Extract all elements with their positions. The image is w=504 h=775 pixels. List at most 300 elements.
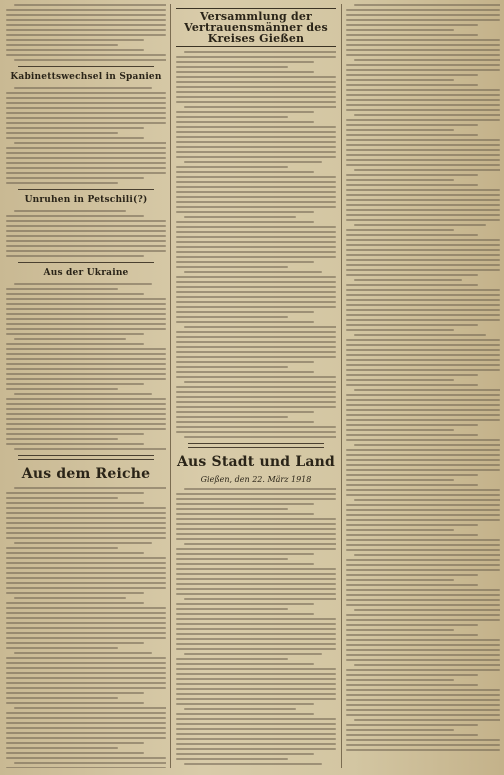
text-line [6, 547, 118, 549]
text-line [346, 64, 500, 66]
text-line [6, 492, 144, 494]
column-divider [170, 4, 171, 768]
text-line [6, 737, 166, 739]
text-line [346, 164, 500, 166]
text-line [346, 179, 454, 181]
text-line [176, 331, 336, 333]
text-line [176, 703, 314, 705]
text-line [6, 9, 166, 11]
text-line [176, 548, 336, 550]
text-line [176, 613, 314, 615]
text-line [176, 593, 336, 595]
text-line [346, 519, 500, 521]
text-line [6, 727, 166, 729]
text-line [6, 552, 144, 554]
text-line [6, 607, 166, 609]
text-line [346, 149, 500, 151]
text-line [6, 637, 166, 639]
text-line [176, 568, 336, 570]
text-line [6, 34, 166, 36]
text-line [346, 469, 500, 471]
text-line [346, 234, 478, 236]
text-line [346, 564, 500, 566]
text-line [346, 194, 500, 196]
text-line [6, 373, 166, 375]
text-line [6, 303, 166, 305]
text-line [346, 614, 500, 616]
text-line [176, 371, 314, 373]
text-line [346, 424, 478, 426]
article-body [6, 4, 166, 61]
article-body [346, 4, 500, 751]
text-line [346, 479, 454, 481]
text-line [176, 668, 336, 670]
text-line [176, 101, 336, 103]
text-line [6, 147, 166, 149]
text-line [6, 137, 144, 139]
text-line [346, 189, 500, 191]
text-line [346, 89, 500, 91]
text-line [184, 653, 322, 655]
text-line [6, 672, 166, 674]
text-line [346, 309, 500, 311]
text-line [346, 29, 454, 31]
text-line [6, 363, 166, 365]
text-line [184, 326, 336, 328]
text-line [6, 368, 166, 370]
article-body [6, 87, 166, 184]
text-line [6, 612, 166, 614]
text-line [176, 226, 336, 228]
text-line [176, 523, 336, 525]
section-heading: Aus dem Reiche [21, 466, 151, 482]
text-line [346, 699, 500, 701]
text-line [176, 431, 336, 433]
text-line [176, 171, 314, 173]
column-right [346, 4, 500, 768]
text-line [6, 502, 144, 504]
text-line [354, 224, 486, 226]
text-line [346, 514, 500, 516]
text-line [6, 172, 166, 174]
text-line [6, 587, 166, 589]
text-line [6, 602, 144, 604]
text-line [176, 96, 336, 98]
text-line [176, 648, 336, 650]
text-line [6, 353, 166, 355]
text-line [6, 517, 166, 519]
text-line [6, 177, 144, 179]
text-line [6, 443, 144, 445]
text-line [346, 304, 500, 306]
text-line [176, 628, 336, 630]
text-line [176, 206, 336, 208]
text-line [346, 714, 500, 716]
text-line [346, 634, 478, 636]
text-line [6, 19, 166, 21]
text-line [176, 638, 336, 640]
text-line [346, 119, 500, 121]
text-line [346, 404, 500, 406]
text-line [346, 629, 454, 631]
text-line [6, 358, 166, 360]
text-line [6, 333, 144, 335]
text-line [346, 679, 454, 681]
text-line [354, 664, 500, 666]
text-line [6, 413, 166, 415]
text-line [176, 251, 336, 253]
text-line [6, 592, 144, 594]
text-line [346, 459, 500, 461]
text-line [346, 584, 478, 586]
text-line [176, 346, 336, 348]
text-line [176, 513, 314, 515]
text-line [346, 139, 500, 141]
text-line [6, 512, 166, 514]
text-line [346, 34, 478, 36]
text-line [346, 434, 478, 436]
text-line [6, 182, 118, 184]
text-line [6, 497, 118, 499]
article-body [176, 51, 336, 438]
text-line [14, 87, 152, 89]
text-line [176, 406, 336, 408]
text-line [6, 152, 166, 154]
text-line [346, 79, 454, 81]
text-line [354, 59, 500, 61]
text-line [6, 767, 166, 768]
text-line [346, 589, 500, 591]
text-line [6, 562, 166, 564]
text-line [346, 284, 478, 286]
text-line [6, 572, 166, 574]
text-line [6, 433, 144, 435]
text-line [6, 313, 166, 315]
text-line [6, 408, 166, 410]
text-line [176, 401, 336, 403]
text-line [6, 582, 166, 584]
text-line [346, 129, 454, 131]
text-line [346, 744, 500, 746]
text-line [346, 359, 500, 361]
text-line [354, 4, 500, 6]
text-line [176, 91, 336, 93]
text-line [176, 131, 336, 133]
text-line [6, 662, 166, 664]
article-heading: Kabinettswechsel in Spanien [10, 72, 162, 82]
text-line [176, 66, 288, 68]
text-line [6, 557, 166, 559]
text-line [176, 116, 288, 118]
text-line [176, 341, 336, 343]
text-line [176, 356, 336, 358]
text-line [346, 534, 478, 536]
text-line [6, 245, 166, 247]
text-line [346, 319, 500, 321]
text-line [6, 92, 166, 94]
text-line [176, 633, 336, 635]
text-line [176, 201, 336, 203]
text-line [346, 24, 478, 26]
text-line [346, 299, 500, 301]
text-line [176, 151, 336, 153]
text-line [176, 508, 288, 510]
text-line [184, 271, 322, 273]
text-line [176, 426, 336, 428]
text-line [176, 266, 288, 268]
text-line [346, 84, 478, 86]
text-line [6, 702, 144, 704]
text-line [176, 61, 314, 63]
text-line [6, 24, 166, 26]
text-line [346, 704, 500, 706]
text-line [176, 493, 336, 495]
text-line [6, 255, 144, 257]
text-line [6, 117, 166, 119]
text-line [346, 599, 500, 601]
text-line [6, 697, 118, 699]
section-divider [18, 66, 154, 67]
text-line [6, 717, 166, 719]
text-line [176, 713, 314, 715]
text-line [176, 688, 336, 690]
text-line [6, 752, 144, 754]
text-line [346, 644, 500, 646]
text-line [354, 719, 500, 721]
text-line [176, 553, 314, 555]
text-line [6, 298, 166, 300]
text-line [176, 416, 288, 418]
text-line [176, 753, 314, 755]
text-line [176, 136, 336, 138]
text-line [6, 112, 166, 114]
text-line [354, 499, 500, 501]
text-line [346, 394, 500, 396]
text-line [14, 652, 152, 654]
text-line [346, 734, 478, 736]
text-line [176, 743, 336, 745]
text-line [176, 748, 336, 750]
dateline: Gießen, den 22. März 1918 [200, 475, 312, 484]
text-line [6, 102, 166, 104]
text-line [176, 256, 336, 258]
article-body [176, 488, 336, 768]
text-line [354, 279, 462, 281]
text-line [6, 577, 166, 579]
text-line [176, 528, 336, 530]
text-line [6, 348, 166, 350]
text-line [6, 162, 166, 164]
text-line [354, 169, 500, 171]
text-line [14, 707, 166, 709]
text-line [346, 489, 500, 491]
text-line [346, 414, 500, 416]
text-line [346, 99, 500, 101]
text-line [6, 522, 166, 524]
text-line [176, 276, 336, 278]
text-line [6, 418, 166, 420]
text-line [14, 59, 166, 61]
text-line [6, 29, 166, 31]
text-line [176, 608, 288, 610]
text-line [354, 389, 500, 391]
text-line [6, 157, 166, 159]
text-line [184, 708, 296, 710]
text-line [184, 381, 336, 383]
text-line [346, 199, 500, 201]
text-line [176, 236, 336, 238]
text-line [176, 673, 336, 675]
text-line [346, 159, 500, 161]
text-line [184, 543, 336, 545]
text-line [176, 588, 336, 590]
text-line [176, 728, 336, 730]
text-line [346, 569, 500, 571]
text-line [176, 296, 336, 298]
text-line [346, 19, 500, 21]
text-line [346, 369, 500, 371]
text-line [346, 344, 500, 346]
section-divider [18, 189, 154, 190]
text-line [354, 444, 500, 446]
text-line [346, 239, 500, 241]
text-line [176, 698, 336, 700]
text-line [176, 411, 314, 413]
text-line [184, 598, 336, 600]
text-line [354, 554, 500, 556]
text-line [346, 109, 500, 111]
text-line [346, 724, 478, 726]
text-line [346, 154, 500, 156]
text-line [176, 618, 336, 620]
text-line [176, 231, 336, 233]
text-line [346, 94, 500, 96]
text-line [176, 603, 314, 605]
text-line [346, 219, 500, 221]
text-line [346, 229, 454, 231]
text-line [14, 283, 152, 285]
text-line [176, 306, 336, 308]
text-line [346, 134, 478, 136]
text-line [346, 204, 500, 206]
text-line [176, 316, 288, 318]
text-line [6, 627, 166, 629]
text-line [346, 619, 500, 621]
text-line [346, 649, 500, 651]
text-line [176, 718, 336, 720]
text-line [6, 97, 166, 99]
text-line [6, 54, 166, 56]
text-line [184, 436, 336, 438]
text-line [346, 14, 500, 16]
text-line [6, 388, 118, 390]
text-line [176, 683, 336, 685]
text-line [176, 396, 336, 398]
text-line [6, 657, 166, 659]
text-line [176, 146, 336, 148]
section-heading: Aus Stadt und Land [176, 454, 336, 470]
text-line [176, 663, 314, 665]
text-line [346, 749, 500, 751]
text-line [346, 254, 500, 256]
text-line [176, 723, 336, 725]
text-line [346, 124, 478, 126]
text-line [6, 732, 166, 734]
text-line [6, 14, 166, 16]
text-line [6, 230, 166, 232]
text-line [6, 293, 144, 295]
text-line [346, 494, 500, 496]
section-divider [188, 443, 324, 448]
text-line [6, 122, 166, 124]
text-line [6, 328, 166, 330]
text-line [346, 409, 500, 411]
text-line [6, 423, 166, 425]
text-line [176, 246, 336, 248]
text-line [14, 487, 166, 489]
text-line [6, 742, 144, 744]
article-body [6, 487, 166, 768]
text-line [346, 349, 500, 351]
text-line [346, 144, 500, 146]
text-line [176, 321, 314, 323]
text-line [176, 733, 336, 735]
text-line [6, 398, 166, 400]
text-line [184, 763, 322, 765]
text-line [6, 747, 118, 749]
text-line [346, 579, 454, 581]
text-line [14, 542, 152, 544]
text-line [354, 334, 486, 336]
text-line [176, 421, 314, 423]
text-line [6, 39, 144, 41]
text-line [346, 594, 500, 596]
text-line [6, 343, 144, 345]
text-line [176, 86, 336, 88]
text-line [346, 354, 500, 356]
text-line [346, 379, 454, 381]
text-line [176, 286, 336, 288]
text-line [6, 567, 166, 569]
text-line [346, 659, 500, 661]
text-line [6, 215, 144, 217]
text-line [184, 488, 336, 490]
article-body [6, 210, 166, 257]
text-line [176, 336, 336, 338]
text-line [346, 739, 500, 741]
text-line [346, 39, 500, 41]
text-line [6, 378, 166, 380]
text-line [176, 81, 336, 83]
text-line [6, 692, 144, 694]
text-line [346, 44, 500, 46]
text-line [176, 503, 314, 505]
text-line [176, 281, 336, 283]
text-line [346, 654, 500, 656]
article-body [6, 283, 166, 450]
text-line [14, 338, 126, 340]
text-line [6, 132, 118, 134]
text-line [346, 69, 500, 71]
text-line [346, 274, 478, 276]
text-line [6, 682, 166, 684]
text-line [346, 674, 478, 676]
text-line [346, 439, 500, 441]
text-line [346, 74, 478, 76]
text-line [346, 324, 478, 326]
text-line [346, 9, 500, 11]
text-line [176, 211, 314, 213]
